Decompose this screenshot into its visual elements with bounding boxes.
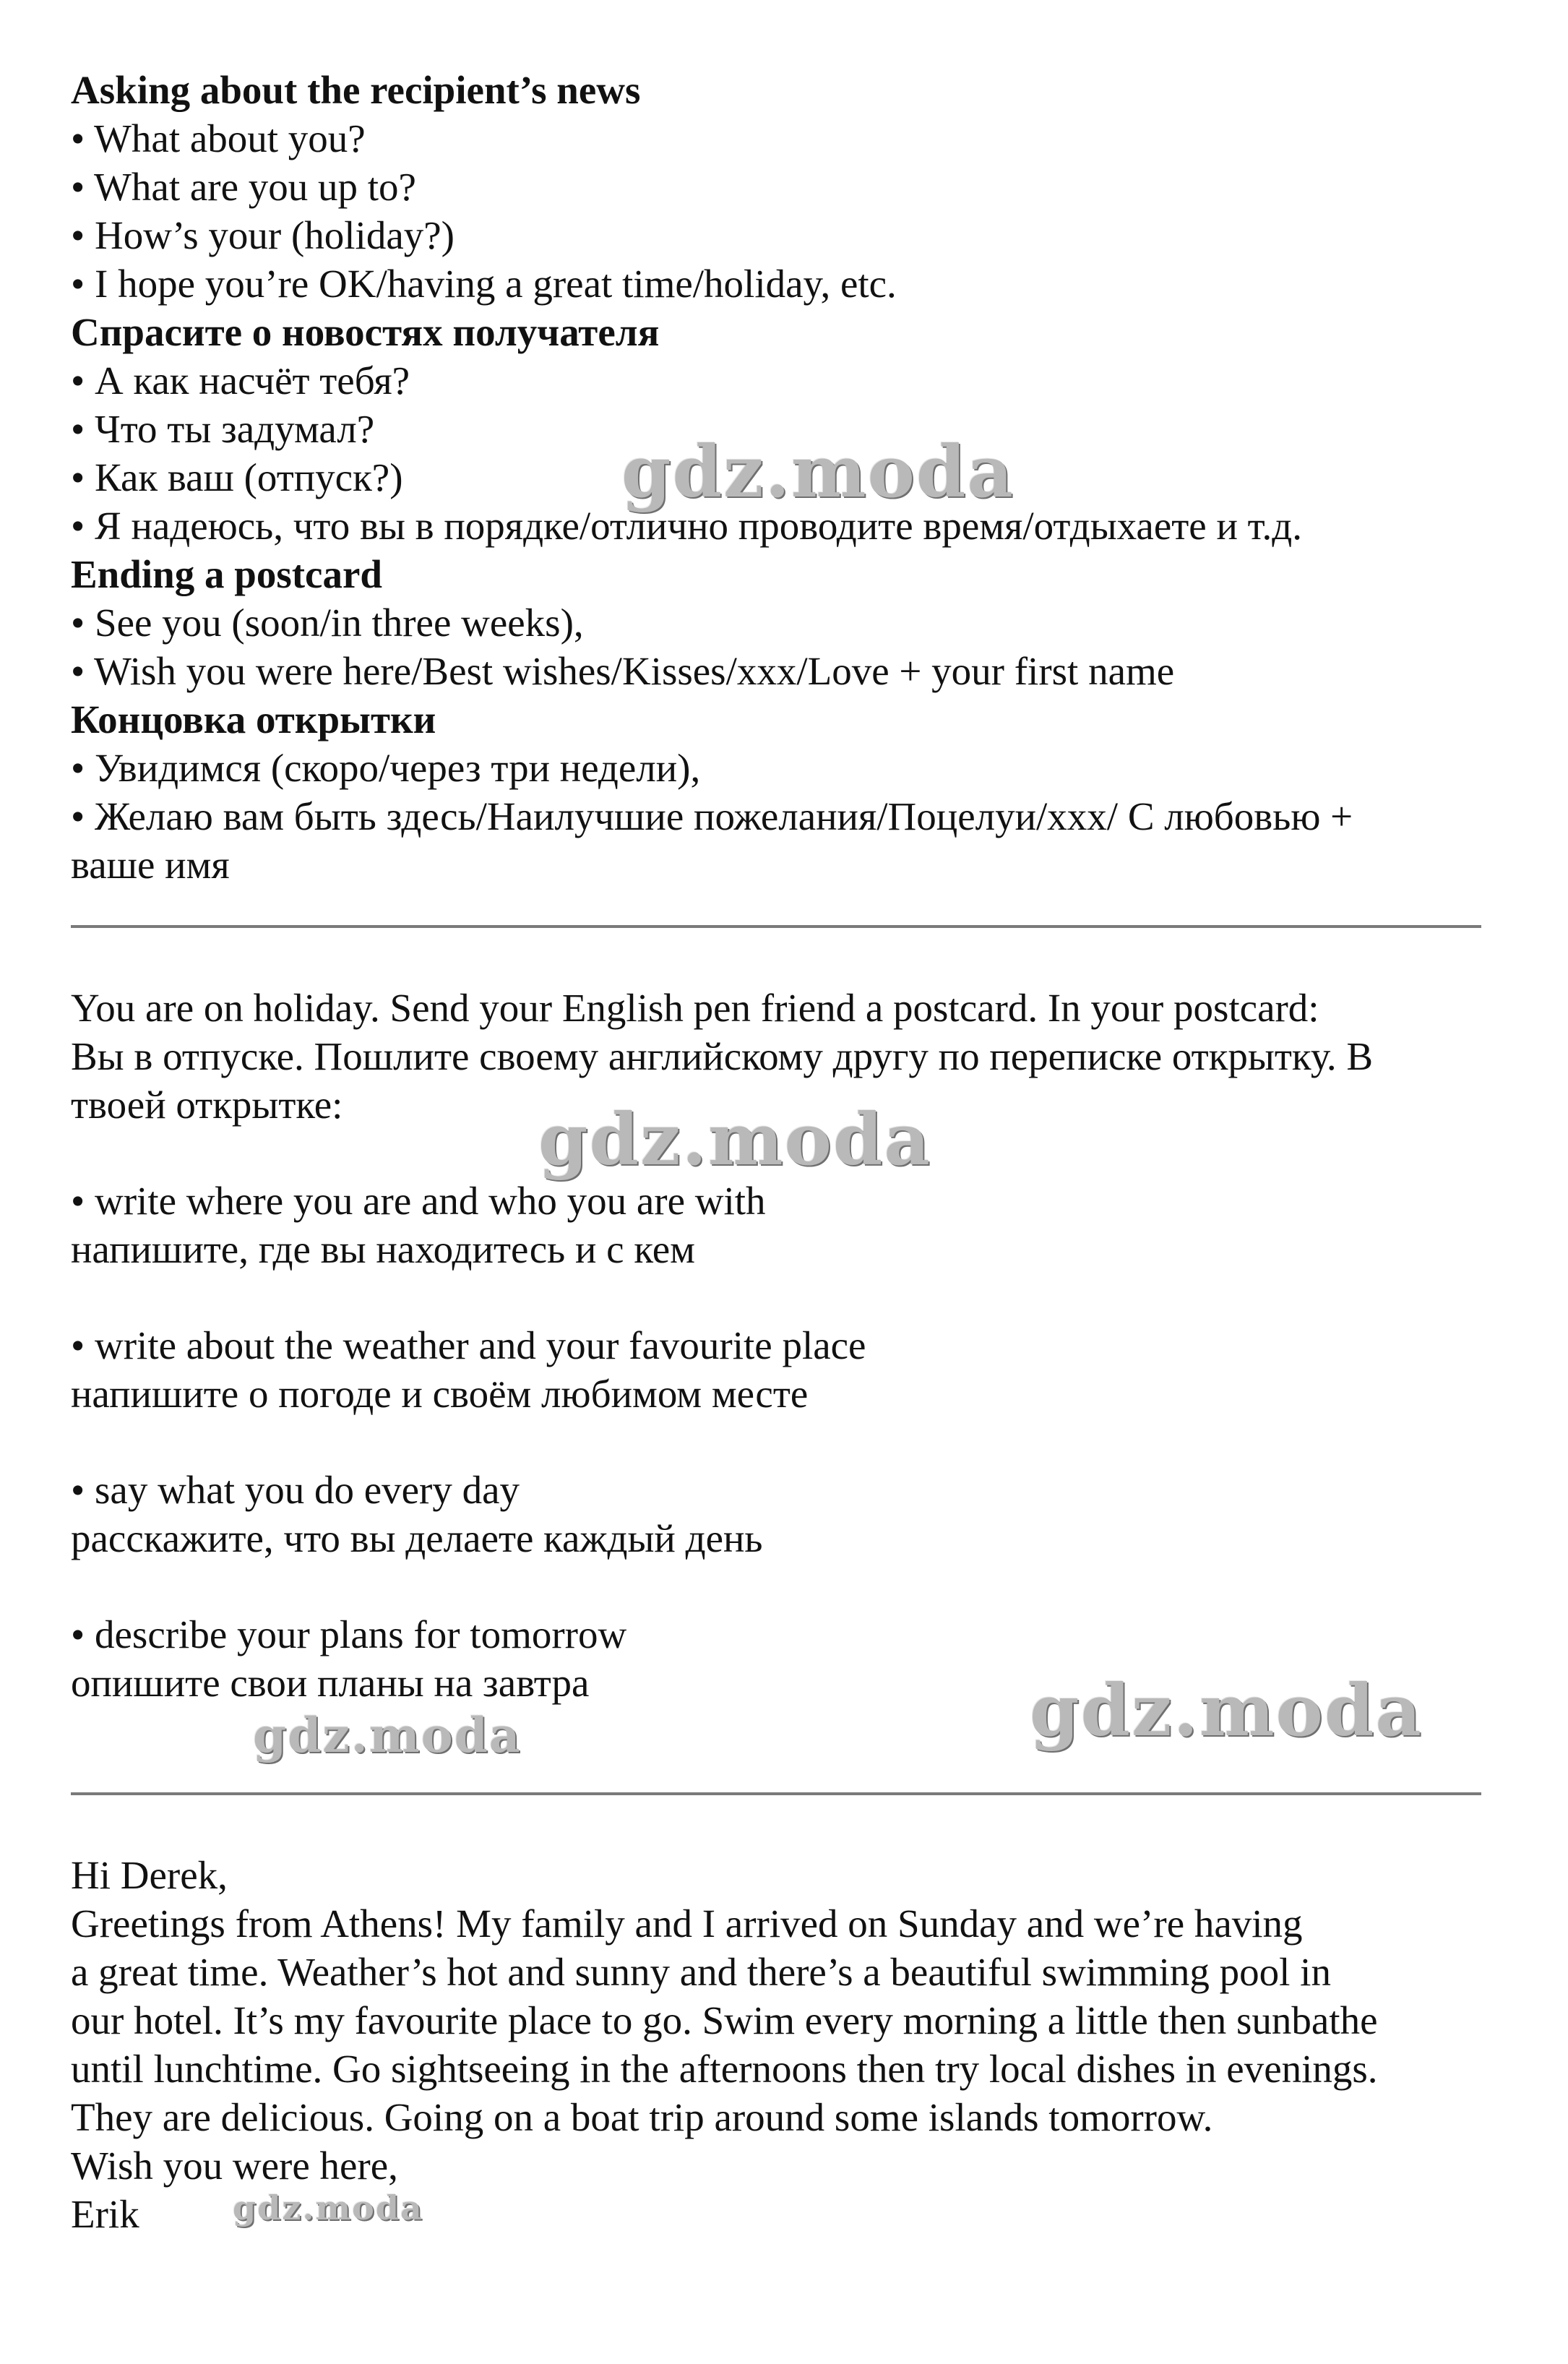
heading-ending-postcard-en: Ending a postcard	[71, 552, 382, 596]
task-point-en: • write about the weather and your favourite place	[71, 1323, 866, 1367]
list-item: • I hope you’re OK/having a great time/holiday, etc.	[71, 262, 897, 306]
list-item: • How’s your (holiday?)	[71, 213, 455, 257]
watermark-logo: gdz.moda	[233, 2188, 423, 2227]
watermark-logo: gdz.moda	[1030, 1669, 1423, 1753]
postcard-line: until lunchtime. Go sightseeing in the afternoons then try local dishes in evenings.	[71, 2047, 1378, 2091]
postcard-line: our hotel. It’s my favourite place to go. Swim every morning a little then sunbathe	[71, 1998, 1378, 2042]
postcard-line: They are delicious. Going on a boat trip around some islands tomorrow.	[71, 2095, 1213, 2139]
watermark-logo: gdz.moda	[538, 1099, 931, 1182]
list-item: • Wish you were here/Best wishes/Kisses/xxx/Love + your first name	[71, 649, 1175, 693]
list-item: • Как ваш (отпуск?)	[71, 455, 403, 499]
heading-recipient-news-ru: Спрасите о новостях получателя	[71, 310, 660, 354]
task-point-en: • describe your plans for tomorrow	[71, 1612, 627, 1656]
task-intro-ru: Вы в отпуске. Пошлите своему английскому другу по переписке открытку. В	[71, 1034, 1374, 1078]
divider	[71, 1792, 1481, 1795]
divider	[71, 925, 1481, 928]
task-intro-en: You are on holiday. Send your English pen friend a postcard. In your postcard:	[71, 986, 1319, 1030]
list-item: ваше имя	[71, 843, 230, 887]
task-point-ru: напишите о погоде и своём любимом месте	[71, 1372, 809, 1416]
list-item: • Желаю вам быть здесь/Наилучшие пожелания/Поцелуи/xxx/ С любовью +	[71, 794, 1353, 838]
task-point-ru: расскажите, что вы делаете каждый день	[71, 1516, 763, 1560]
task-point-en: • say what you do every day	[71, 1468, 520, 1512]
postcard-signature: Erik	[71, 2192, 139, 2236]
task-intro-ru-cont: твоей открытке:	[71, 1083, 343, 1127]
watermark-logo: gdz.moda	[621, 431, 1015, 514]
task-point-ru: напишите, где вы находитесь и с кем	[71, 1227, 695, 1271]
heading-ending-postcard-ru: Концовка открытки	[71, 697, 436, 742]
task-point-en: • write where you are and who you are with	[71, 1179, 766, 1223]
list-item: • What about you?	[71, 116, 366, 160]
list-item: • Увидимся (скоро/через три недели),	[71, 746, 701, 790]
list-item: • What are you up to?	[71, 165, 416, 209]
postcard-line: Greetings from Athens! My family and I arrived on Sunday and we’re having	[71, 1901, 1303, 1946]
list-item: • Что ты задумал?	[71, 407, 375, 451]
watermark-logo: gdz.moda	[253, 1707, 522, 1763]
postcard-greeting: Hi Derek,	[71, 1853, 228, 1897]
list-item: • See you (soon/in three weeks),	[71, 601, 584, 645]
list-item: • А как насчёт тебя?	[71, 358, 410, 403]
task-point-ru: опишите свои планы на завтра	[71, 1661, 590, 1705]
list-item: • Я надеюсь, что вы в порядке/отлично проводите время/отдыхаете и т.д.	[71, 504, 1303, 548]
heading-recipient-news-en: Asking about the recipient’s news	[71, 68, 641, 112]
postcard-line: a great time. Weather’s hot and sunny and there’s a beautiful swimming pool in	[71, 1950, 1331, 1994]
postcard-closing: Wish you were here,	[71, 2144, 398, 2188]
